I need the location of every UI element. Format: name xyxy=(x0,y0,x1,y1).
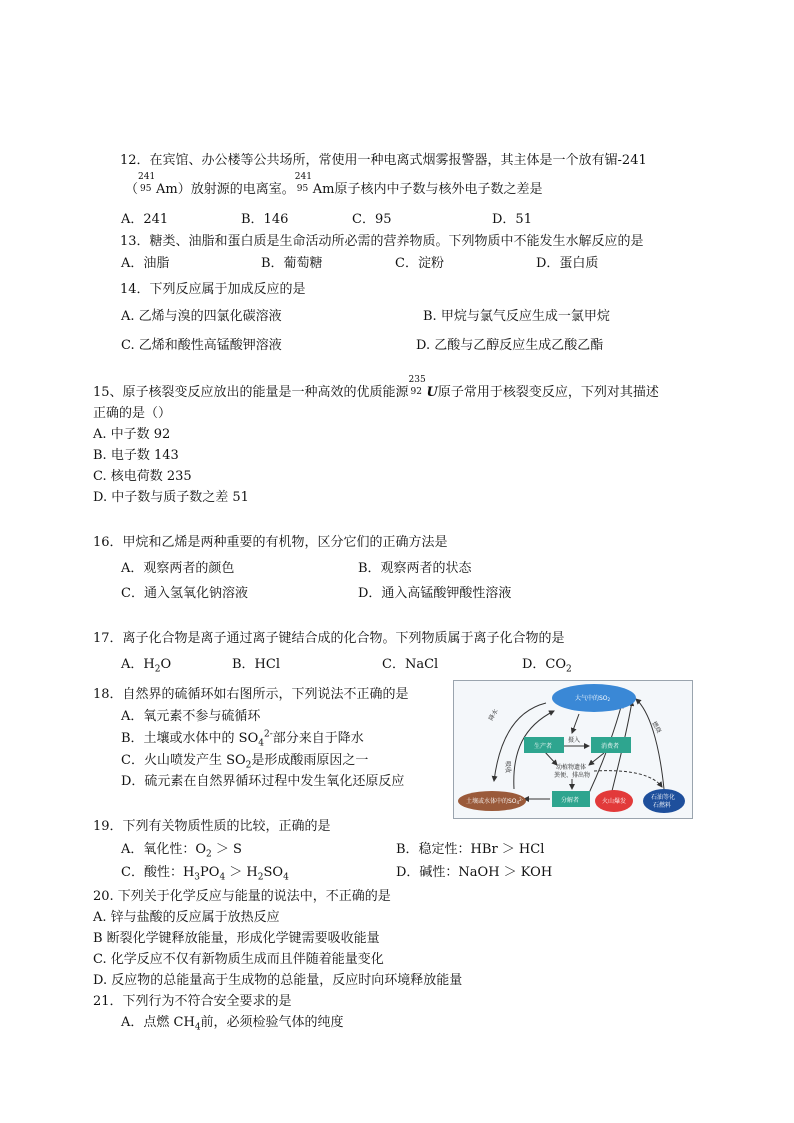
q17-option-c: C．NaCl xyxy=(382,657,439,672)
absorb-label: 吸收 xyxy=(504,761,511,774)
q18-option-b: B．土壤或水体中的 $SO_4^{2-}$部分来自于降水 xyxy=(121,729,364,749)
q19-option-d: D．碱性：NaOH ＞ KOH xyxy=(396,865,553,880)
sulfur-cycle-svg xyxy=(454,681,692,818)
q16-option-d: D．通入高锰酸钾酸性溶液 xyxy=(358,586,512,601)
q15-stem-line2: 正确的是（） xyxy=(93,406,172,421)
fossil-label-1: 石油等化 xyxy=(651,794,676,801)
volcano-label: 火山爆发 xyxy=(602,798,627,805)
q17-option-d: D．$CO_2$ xyxy=(522,657,572,675)
q17-stem: 17．离子化合物是离子通过离子键结合成的化合物。下列物质属于离子化合物的是 xyxy=(93,631,565,646)
q14-option-d: D. 乙酸与乙醇反应生成乙酸乙酯 xyxy=(416,338,604,353)
producer-label: 生产者 xyxy=(534,743,553,750)
waste-label-1: 动植物遗体 xyxy=(556,764,587,771)
atm-to-producer-arrow xyxy=(572,714,579,733)
q15-stem: 15、原子核裂变反应放出的能量是一种高效的优质能源 235 92 U原子常用于核裂变反应，下列对其描述 xyxy=(93,375,659,400)
q16-option-b: B．观察两者的状态 xyxy=(358,561,472,576)
q12-option-d: D．51 xyxy=(492,212,532,227)
eat-label: 摄入 xyxy=(568,737,581,744)
burn-label: 燃烧 xyxy=(650,720,663,735)
q14-stem: 14．下列反应属于加成反应的是 xyxy=(120,282,306,297)
waste-to-fossil-arrow xyxy=(594,771,662,787)
q13-option-b: B．葡萄糖 xyxy=(261,256,323,271)
q13-option-d: D．蛋白质 xyxy=(536,256,599,271)
soil-label: 土壤或水体中的$SO4^{2-}$ xyxy=(466,797,524,805)
q13-option-a: A．油脂 xyxy=(121,256,170,271)
q15-option-c: C. 核电荷数 235 xyxy=(93,469,192,484)
q19-option-c: C．酸性：$H_3PO_4 > H_2SO_4$ xyxy=(121,865,289,883)
q12-option-b: B．146 xyxy=(241,212,289,227)
q20-option-b: B 断裂化学键释放能量，形成化学键需要吸收能量 xyxy=(93,931,380,946)
q19-option-a: A．氧化性：$O_2 > S$ xyxy=(121,842,242,860)
q21-option-a: A．点燃 $CH_4$前，必须检验气体的纯度 xyxy=(121,1015,344,1033)
q19-option-b: B．稳定性：HBr ＞ HCl xyxy=(396,842,545,857)
nuclide-u: 235 92 xyxy=(408,375,426,397)
q14-option-a: A. 乙烯与溴的四氯化碳溶液 xyxy=(121,309,282,324)
q13-stem: 13．糖类、油脂和蛋白质是生命活动所必需的营养物质。下列物质中不能发生水解反应的是 xyxy=(120,234,644,249)
q19-stem: 19．下列有关物质性质的比较，正确的是 xyxy=(93,819,331,834)
q12-stem: 12．在宾馆、办公楼等公共场所，常使用一种电离式烟雾报警器，其主体是一个放有镅-241 xyxy=(120,153,647,168)
q14-option-c: C. 乙烯和酸性高锰酸钾溶液 xyxy=(121,338,282,353)
q13-option-c: C．淀粉 xyxy=(395,256,444,271)
rain-label: 降水 xyxy=(487,708,500,722)
q16-option-a: A．观察两者的颜色 xyxy=(121,561,235,576)
q18-stem: 18．自然界的硫循环如右图所示，下列说法不正确的是 xyxy=(93,687,409,702)
atm-label: 大气中的SO2 xyxy=(575,695,611,702)
q18-option-c: C．火山喷发产生 $SO_2$是形成酸雨原因之一 xyxy=(121,753,369,771)
q17-option-a: A．$H_2O$ xyxy=(121,657,172,675)
q20-option-a: A. 锌与盐酸的反应属于放热反应 xyxy=(93,910,280,925)
sulfur-cycle-diagram xyxy=(453,680,693,819)
fossil-to-atm-arrow xyxy=(636,699,664,789)
q16-stem: 16．甲烷和乙烯是两种重要的有机物，区分它们的正确方法是 xyxy=(93,535,448,550)
q20-option-c: C. 化学反应不仅有新物质生成而且伴随着能量变化 xyxy=(93,952,384,967)
nuclide-am: 241 95 xyxy=(138,172,156,194)
q20-option-d: D. 反应物的总能量高于生成物的总能量，反应时向环境释放能量 xyxy=(93,973,463,988)
waste-label-2: 粪便、排出物 xyxy=(554,772,591,779)
q15-option-d: D. 中子数与质子数之差 51 xyxy=(93,490,249,505)
q12-option-c: C．95 xyxy=(352,212,392,227)
q20-stem: 20. 下列关于化学反应与能量的说法中，不正确的是 xyxy=(93,889,391,904)
q18-option-a: A．氧元素不参与硫循环 xyxy=(121,709,261,724)
fossil-node xyxy=(643,789,685,813)
fossil-label-2: 石燃料 xyxy=(653,802,672,809)
nuclide-am-2: 241 95 xyxy=(294,172,312,194)
q17-option-b: B．HCl xyxy=(232,657,280,672)
q15-option-b: B. 电子数 143 xyxy=(93,448,179,463)
q18-option-d: D．硫元素在自然界循环过程中发生氧化还原反应 xyxy=(121,774,405,789)
q21-stem: 21．下列行为不符合安全要求的是 xyxy=(93,994,292,1009)
producer-to-waste-arrow xyxy=(544,751,557,765)
q12-option-a: A．241 xyxy=(121,212,169,227)
q16-option-c: C．通入氢氧化钠溶液 xyxy=(121,586,248,601)
q12-stem-line2: （ 241 95 Am）放射源的电离室。 241 95 Am原子核内中子数与核外电子数之差是 xyxy=(125,172,543,197)
decomposer-label: 分解者 xyxy=(561,797,580,804)
q15-option-a: A. 中子数 92 xyxy=(93,427,171,442)
q14-option-b: B. 甲烷与氯气反应生成一氯甲烷 xyxy=(423,309,610,324)
consumer-label: 消费者 xyxy=(601,743,620,750)
